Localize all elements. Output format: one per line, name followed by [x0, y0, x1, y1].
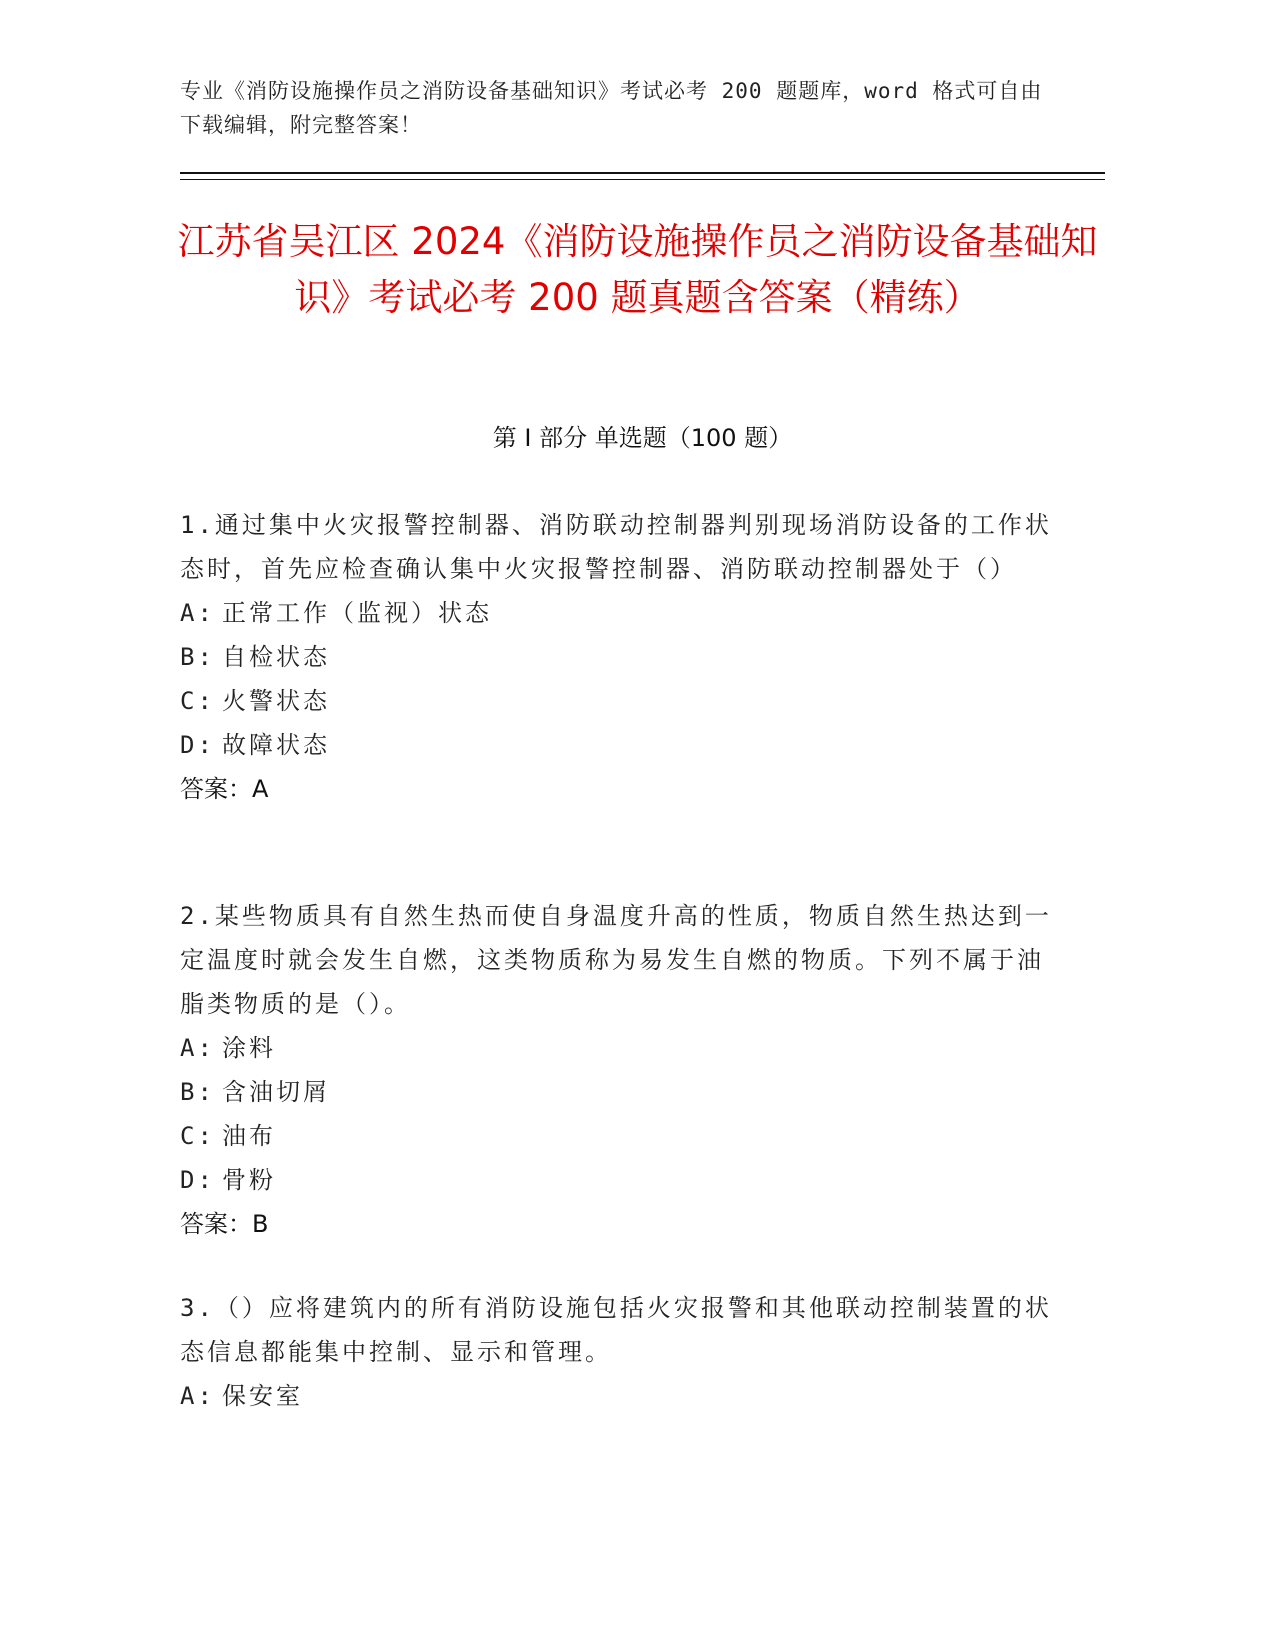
option-letter: A:	[180, 599, 215, 627]
option-d	[180, 723, 1060, 767]
option-text: 保安室	[222, 1382, 303, 1410]
option-b	[180, 635, 1060, 679]
option-b	[180, 1070, 1060, 1114]
option-letter: D:	[180, 1166, 215, 1194]
option-text: 油布	[222, 1122, 276, 1150]
question-3	[180, 1286, 1060, 1418]
option-letter: B:	[180, 643, 215, 671]
option-text: 骨粉	[222, 1166, 276, 1194]
option-d	[180, 1158, 1060, 1202]
section-title: 第 I 部分 单选题（100 题）	[492, 424, 793, 452]
question-2	[180, 894, 1060, 1246]
option-c	[180, 1114, 1060, 1158]
option-text: 故障状态	[222, 731, 330, 759]
option-a	[180, 1026, 1060, 1070]
header-divider-thick	[180, 172, 1105, 174]
question-1	[180, 503, 1060, 811]
answer: 答案：B	[180, 1210, 269, 1238]
document-title: 江苏省吴江区 2024《消防设施操作员之消防设备基础知识》考试必考 200 题真题含答案（精练）	[177, 220, 1098, 319]
option-a	[180, 591, 1060, 635]
option-text: 火警状态	[222, 687, 330, 715]
option-letter: A:	[180, 1034, 215, 1062]
option-letter: D:	[180, 731, 215, 759]
question-stem: 3.（）应将建筑内的所有消防设施包括火灾报警和其他联动控制装置的状态信息都能集中控制、显示和管理。	[180, 1294, 1052, 1366]
option-letter: B:	[180, 1078, 215, 1106]
option-letter: C:	[180, 687, 215, 715]
answer: 答案：A	[180, 775, 269, 803]
option-text: 自检状态	[222, 643, 330, 671]
question-stem: 2.某些物质具有自然生热而使自身温度升高的性质，物质自然生热达到一定温度时就会发生自燃，这类物质称为易发生自燃的物质。下列不属于油脂类物质的是（）。	[180, 902, 1052, 1018]
question-stem: 1.通过集中火灾报警控制器、消防联动控制器判别现场消防设备的工作状态时，首先应检查确认集中火灾报警控制器、消防联动控制器处于（）	[180, 511, 1052, 583]
option-text: 含油切屑	[222, 1078, 330, 1106]
header-divider-thin	[180, 179, 1105, 180]
header-note: 专业《消防设施操作员之消防设备基础知识》考试必考 200 题题库，word 格式可自由下载编辑，附完整答案！	[180, 79, 1043, 137]
option-text: 正常工作（监视）状态	[222, 599, 492, 627]
option-text: 涂料	[222, 1034, 276, 1062]
option-letter: C:	[180, 1122, 215, 1150]
option-letter: A:	[180, 1382, 215, 1410]
option-c	[180, 679, 1060, 723]
option-a	[180, 1374, 1060, 1418]
